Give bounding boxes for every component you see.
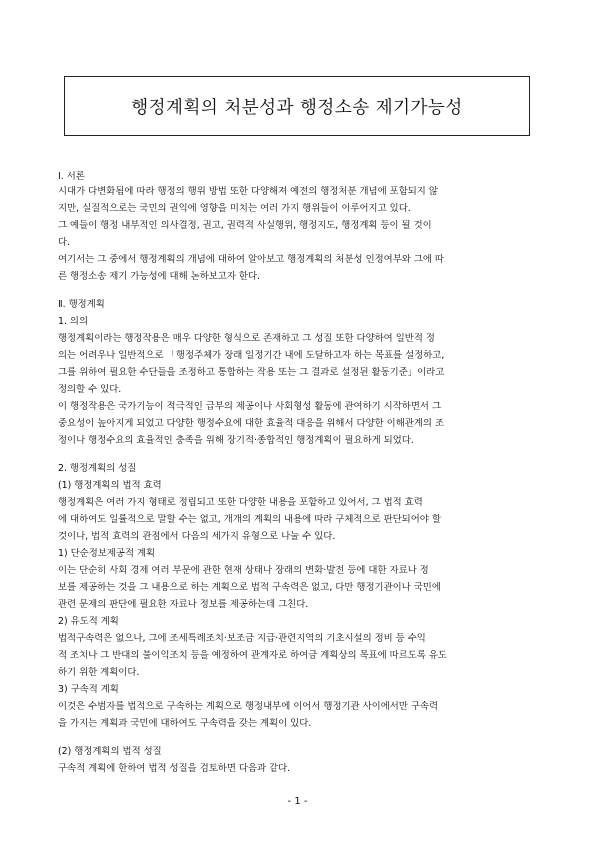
- paragraph-line: 시대가 다변화됨에 따라 행정의 행위 방법 또한 다양해져 예전의 행정처분 개념에 포함되지 않: [58, 186, 438, 197]
- subsection-heading: (1) 행정계획의 법적 효력: [58, 480, 162, 491]
- paragraph-line: 법적구속력은 없으나, 그에 조세특례조치·보조금 지급·관련지역의 기초시설의 정비 등 수익: [58, 633, 426, 644]
- paragraph-line: 구속적 계획에 한하여 법적 성질을 검토하면 다음과 같다.: [58, 763, 291, 774]
- paragraph-line: 의는 어려우나 일반적으로 「행정주체가 장래 일정기간 내에 도달하고자 하는 목표를 설정하고,: [58, 350, 445, 361]
- paragraph-line: 보를 제공하는 것을 그 내용으로 하는 계획으로 법적 구속력은 없고, 다만 행정기관이나 국민에: [58, 582, 441, 593]
- paragraph-line: 이것은 수범자를 법적으로 구속하는 계획으로 행정내부에 이어서 행정기관 사이에서만 구속력: [58, 701, 439, 712]
- subsection-heading: 2. 행정계획의 성질: [58, 463, 137, 474]
- paragraph-line: 중요성이 높아지게 되었고 다양한 행정수요에 대한 효율적 대응을 위해서 다양한 이해관계의 조: [58, 418, 444, 429]
- subsection-heading: 1. 의의: [58, 316, 89, 327]
- item-heading: 2) 유도적 계획: [58, 616, 119, 627]
- item-heading: 3) 구속적 계획: [58, 684, 119, 695]
- paragraph-line: 른 행정소송 제기 가능성에 대해 논하보고자 한다.: [58, 271, 260, 282]
- paragraph-line: 관련 문제의 판단에 필요한 자료나 정보를 제공하는데 그친다.: [58, 599, 309, 610]
- section-heading-planning: Ⅱ. 행정계획: [58, 299, 105, 310]
- paragraph-line: 에 대하여도 일률적으로 말할 수는 없고, 개개의 계획의 내용에 따라 구체적으로 판단되어야 할: [58, 514, 441, 525]
- title-box: [64, 76, 530, 136]
- paragraph-line: 을 가지는 계획과 국민에 대하여도 구속력을 갖는 계획이 있다.: [58, 718, 312, 729]
- paragraph-line: 지만, 실질적으로는 국민의 권익에 영향을 미치는 여러 가지 행위들이 이루어지고 있다.: [58, 203, 411, 214]
- paragraph-line: 정이나 행정수요의 효율적인 충족을 위해 장기적·종합적인 행정계획이 필요하게 되었다.: [58, 435, 414, 446]
- paragraph-line: 행정계획이라는 행정작용은 매우 다양한 형식으로 존재하고 그 성질 또한 다양하여 일반적 정: [58, 333, 435, 344]
- paragraph-line: 그 예들이 행정 내부적인 의사결정, 권고, 권력적 사실행위, 행정지도, 행정계획 등이 될 것이: [58, 220, 432, 231]
- paragraph-line: 것이나, 법적 효력의 관점에서 다음의 세가지 유형으로 나눌 수 있다.: [58, 531, 336, 542]
- section-heading-intro: Ⅰ. 서론: [58, 171, 85, 182]
- item-heading: 1) 단순정보제공적 계획: [58, 548, 156, 559]
- paragraph-line: 다.: [58, 237, 71, 248]
- paragraph-line: 그를 위하여 필요한 수단들을 조정하고 통합하는 작용 또는 그 결과로 설정된 활동기준」이라고: [58, 367, 445, 378]
- document-title: 행정계획의 처분성과 행정소송 제기가능성: [131, 97, 463, 118]
- paragraph-line: 하기 위한 계획이다.: [58, 667, 140, 678]
- paragraph-line: 이 행정작용은 국가기능이 적극적인 급부의 제공이나 사회형성 활동에 관여하기 시작하면서 그: [58, 401, 441, 412]
- paragraph-line: 행정계획은 여러 가지 형태로 정립되고 또한 다양한 내용을 포함하고 있어서, 그 법적 효력: [58, 497, 423, 508]
- paragraph-line: 이는 단순히 사회 경제 여러 부문에 관한 현재 상태나 장래의 변화·발전 등에 대한 자료나 정: [58, 565, 429, 576]
- page-number: - 1 -: [287, 796, 308, 807]
- paragraph-line: 적 조치나 그 반대의 불이익조치 등을 예정하여 관계자로 하여금 계획상의 목표에 따르도록 유도: [58, 650, 447, 661]
- subsection-heading: (2) 행정계획의 법적 성질: [58, 746, 162, 757]
- paragraph-line: 여기서는 그 중에서 행정계획의 개념에 대하여 알아보고 행정계획의 처분성 인정여부와 그에 따: [58, 254, 444, 265]
- paragraph-line: 정의할 수 있다.: [58, 384, 122, 395]
